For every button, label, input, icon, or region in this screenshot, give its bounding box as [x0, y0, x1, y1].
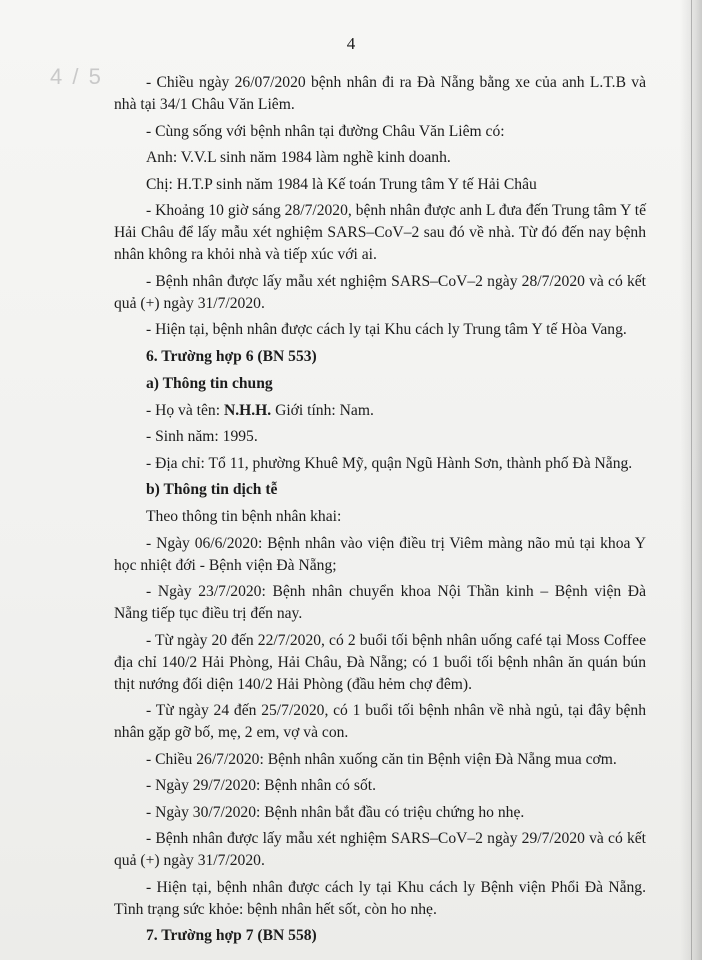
- case-6-heading: 6. Trường hợp 6 (BN 553): [146, 347, 317, 365]
- paragraph: - Ngày 29/7/2020: Bệnh nhân có sốt.: [146, 777, 376, 794]
- paragraph: - Ngày 23/7/2020: Bệnh nhân chuyển khoa Nội Thần kinh – Bệnh viện Đà Nẵng tiếp tục điều trị đến nay.: [114, 583, 646, 622]
- document-body: [114, 72, 646, 952]
- paragraph: Chị: H.T.P sinh năm 1984 là Kế toán Trung tâm Y tế Hải Châu: [146, 175, 537, 193]
- case-7-heading: 7. Trường hợp 7 (BN 558): [146, 927, 317, 944]
- paragraph: - Hiện tại, bệnh nhân được cách ly tại Khu cách ly Trung tâm Y tế Hòa Vang.: [146, 321, 627, 338]
- paragraph: Anh: V.V.L sinh năm 1984 làm nghề kinh doanh.: [146, 149, 451, 166]
- image-counter-overlay[interactable]: 4 / 5: [50, 64, 103, 89]
- paragraph: - Ngày 06/6/2020: Bệnh nhân vào viện điều trị Viêm màng não mủ tại khoa Y học nhiệt đới - Bệnh viện Đà Nẵng;: [114, 534, 646, 574]
- paragraph: - Từ ngày 24 đến 25/7/2020, có 1 buổi tối bệnh nhân về nhà ngủ, tại đây bệnh nhân gặp gỡ bố, mẹ, 2 em, vợ và con.: [114, 702, 646, 741]
- paragraph: - Chiều 26/7/2020: Bệnh nhân xuống căn tin Bệnh viện Đà Nẵng mua cơm.: [146, 750, 617, 768]
- paragraph: - Khoảng 10 giờ sáng 28/7/2020, bệnh nhân được anh L đưa đến Trung tâm Y tế Hải Châu để lấy mẫu xét nghiệm SARS–CoV–2 sau đó về nhà. Từ đó đến nay bệnh nhân không ra khỏi nhà và tiếp xúc với ai.: [114, 202, 646, 263]
- paragraph: - Từ ngày 20 đến 22/7/2020, có 2 buổi tối bệnh nhân uống café tại Moss Coffee địa chỉ 140/2 Hải Phòng, Hải Châu, Đà Nẵng; có 1 buổi tối bệnh nhân ăn quán bún thịt nướng đối diện 140/2 Hải Phòng (đầu hẻm chợ đêm).: [114, 631, 646, 693]
- epidemiology-heading: b) Thông tin dịch tễ: [146, 481, 278, 498]
- page-edge-line: [691, 0, 692, 960]
- general-info-heading: a) Thông tin chung: [146, 374, 273, 392]
- paragraph: - Ngày 30/7/2020: Bệnh nhân bắt đầu có triệu chứng ho nhẹ.: [146, 803, 525, 821]
- name-line: [114, 400, 646, 422]
- paragraph: - Bệnh nhân được lấy mẫu xét nghiệm SARS–CoV–2 ngày 29/7/2020 và có kết quả (+) ngày 31/7/2020.: [114, 830, 646, 869]
- birth-year: - Sinh năm: 1995.: [146, 428, 258, 445]
- paragraph: - Hiện tại, bệnh nhân được cách ly tại Khu cách ly Bệnh viện Phổi Đà Nẵng. Tình trạng sức khỏe: bệnh nhân hết sốt, còn ho nhẹ.: [114, 878, 646, 918]
- patient-name: N.H.H.: [223, 401, 272, 419]
- paragraph: - Bệnh nhân được lấy mẫu xét nghiệm SARS–CoV–2 ngày 28/7/2020 và có kết quả (+) ngày 31/7/2020.: [114, 272, 646, 312]
- address: - Địa chỉ: Tổ 11, phường Khuê Mỹ, quận Ngũ Hành Sơn, thành phố Đà Nẵng.: [146, 454, 633, 472]
- paragraph: - Chiều ngày 26/07/2020 bệnh nhân đi ra Đà Nẵng bằng xe của anh L.T.B và nhà tại 34/1 Châu Văn Liêm.: [114, 74, 646, 113]
- name-label: - Họ và tên:: [146, 401, 224, 419]
- paragraph: - Cùng sống với bệnh nhân tại đường Châu Văn Liêm có:: [146, 122, 505, 140]
- page-number: 4: [346, 34, 356, 53]
- paragraph: Theo thông tin bệnh nhân khai:: [146, 508, 342, 525]
- gender-text: Giới tính: Nam.: [271, 401, 374, 419]
